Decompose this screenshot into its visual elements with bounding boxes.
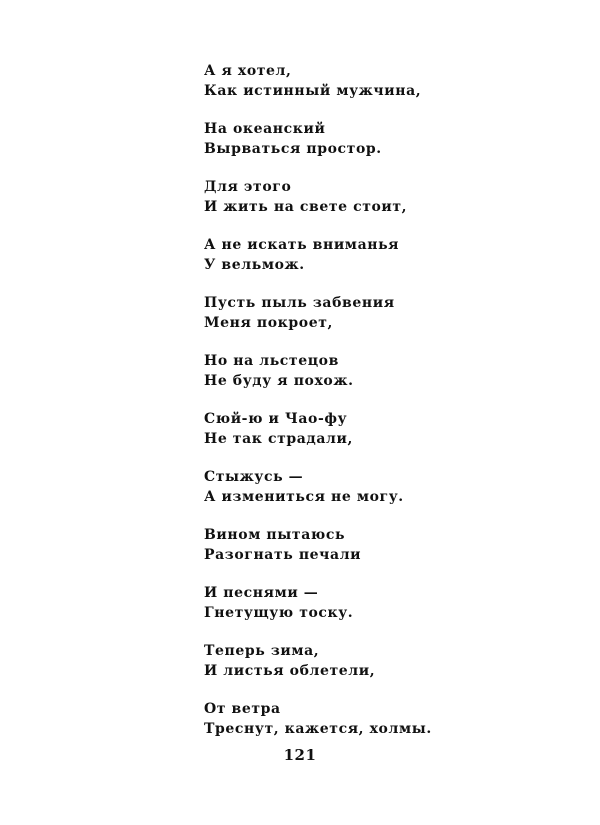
poem-line: А я хотел, [204, 63, 292, 79]
poem-line: Гнетущую тоску. [204, 605, 354, 621]
poem-line: Треснут, кажется, холмы. [204, 721, 432, 737]
poem-line: Разогнать печали [204, 547, 362, 563]
poem-line: Теперь зима, [204, 643, 320, 659]
poem-line: Не так страдали, [204, 431, 353, 447]
poem-line: А измениться не могу. [204, 489, 404, 505]
poem-line: Для этого [204, 179, 292, 195]
page-number: 121 [283, 746, 317, 764]
poem-line: И листья облетели, [204, 663, 376, 679]
poem-line: Но на льстецов [204, 353, 339, 369]
poem-line: А не искать вниманья [204, 237, 400, 253]
stanza-12 [204, 699, 564, 739]
poem-line: Меня покроет, [204, 315, 333, 331]
poem-line: Пусть пыль забвения [204, 295, 395, 311]
poem-line: И песнями — [204, 585, 319, 601]
stanza-6 [204, 351, 564, 391]
stanza-1 [204, 61, 564, 101]
poem-line: Как истинный мужчина, [204, 83, 422, 99]
poem-line: На океанский [204, 121, 326, 137]
stanza-2 [204, 119, 564, 159]
poem-text [204, 61, 564, 757]
stanza-9 [204, 525, 564, 565]
poem-line: Вином пытаюсь [204, 527, 346, 543]
poem-line: Сюй-ю и Чао-фу [204, 411, 348, 427]
stanza-3 [204, 177, 564, 217]
stanza-4 [204, 235, 564, 275]
poem-line: И жить на свете стоит, [204, 199, 408, 215]
stanza-5 [204, 293, 564, 333]
poem-line: От ветра [204, 701, 281, 717]
stanza-7 [204, 409, 564, 449]
stanza-10 [204, 583, 564, 623]
poem-line: Вырваться простор. [204, 141, 382, 157]
poem-line: У вельмож. [204, 257, 305, 273]
stanza-8 [204, 467, 564, 507]
poem-line: Стыжусь — [204, 469, 304, 485]
poem-line: Не буду я похож. [204, 373, 354, 389]
stanza-11 [204, 641, 564, 681]
